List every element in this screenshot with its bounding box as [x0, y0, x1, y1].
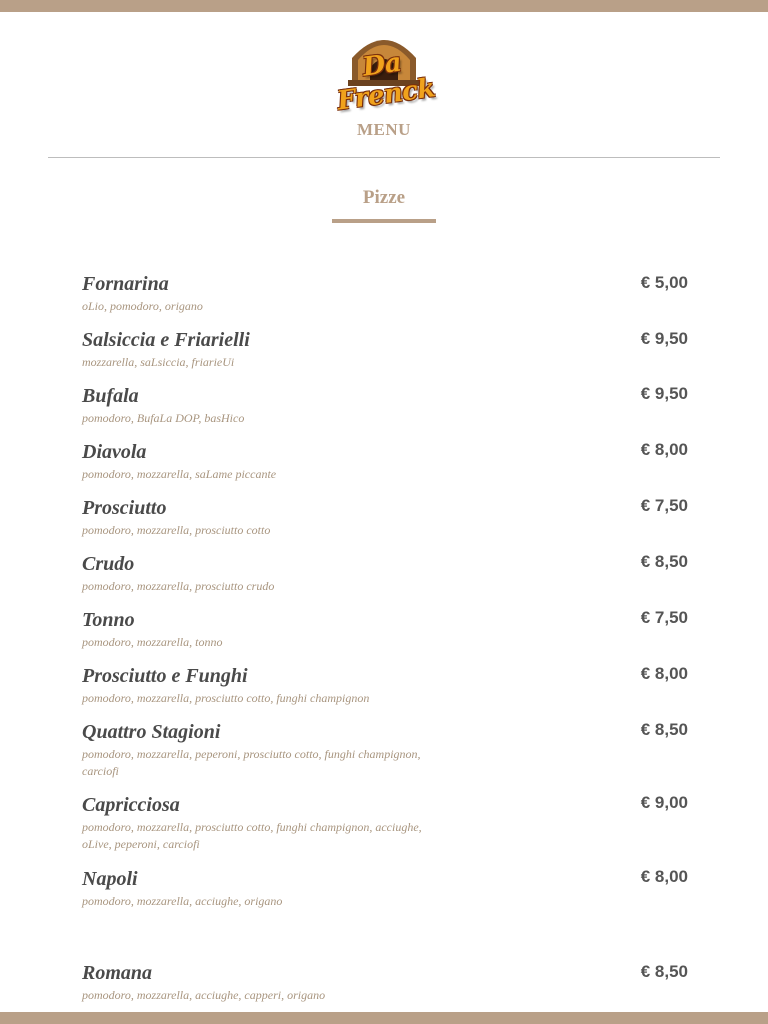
item-name: Capricciosa: [82, 794, 180, 816]
menu-item: [82, 961, 702, 1004]
item-name: Diavola: [82, 441, 147, 463]
item-price: € 8,50: [640, 962, 688, 981]
item-description: pomodoro, mozzarella, prosciutto crudo: [82, 579, 275, 593]
item-price: € 8,50: [640, 720, 688, 739]
menu-item: [82, 720, 702, 780]
item-price: € 8,00: [640, 664, 688, 683]
menu-item: [82, 496, 702, 539]
menu-title: MENU: [357, 120, 411, 139]
item-name: Salsiccia e Friarielli: [82, 329, 250, 351]
item-price: € 9,50: [640, 384, 688, 403]
item-price: € 9,50: [640, 329, 688, 348]
item-name: Quattro Stagioni: [82, 721, 221, 743]
item-price: € 8,50: [640, 552, 688, 571]
item-description: pomodoro, mozzarella, prosciutto cotto: [82, 523, 271, 537]
logo: [318, 24, 450, 117]
item-description: oLio, pomodoro, origano: [82, 299, 203, 313]
item-description: pomodoro, mozzarella, acciughe, origano: [82, 894, 283, 908]
item-name: Romana: [82, 962, 153, 984]
top-band: [0, 0, 768, 12]
item-name: Fornarina: [82, 273, 169, 295]
item-price: € 9,00: [640, 793, 688, 812]
section-underline: [332, 219, 436, 223]
menu-item: [82, 867, 702, 910]
item-name: Prosciutto: [82, 497, 167, 519]
menu-item: [82, 272, 702, 315]
item-description: mozzarella, saLsiccia, friarieUi: [82, 355, 235, 369]
menu-item: [82, 608, 702, 651]
bottom-band: [0, 1012, 768, 1024]
menu-item: [82, 793, 702, 853]
item-price: € 5,00: [640, 273, 688, 292]
menu-item: [82, 328, 702, 371]
menu-item: [82, 440, 702, 483]
menu-item: [82, 384, 702, 427]
item-name: Tonno: [82, 609, 135, 631]
item-description: pomodoro, mozzarella, peperoni, prosciutto cotto, funghi champignon, carciofi: [82, 747, 421, 778]
item-name: Bufala: [82, 385, 139, 407]
item-description: pomodoro, mozzarella, saLame piccante: [82, 467, 277, 481]
section-title: Pizze: [362, 187, 406, 208]
item-description: pomodoro, mozzarella, prosciutto cotto, funghi champignon, acciughe, oLive, peperoni, carciofi: [82, 820, 422, 851]
item-description: pomodoro, mozzarella, prosciutto cotto, funghi champignon: [82, 691, 370, 705]
item-price: € 8,00: [640, 867, 688, 886]
menu-item: [82, 664, 702, 707]
divider: [48, 157, 720, 158]
item-price: € 8,00: [640, 440, 688, 459]
item-price: € 7,50: [640, 496, 688, 515]
menu-item: [82, 552, 702, 595]
item-description: pomodoro, BufaLa DOP, basHico: [82, 411, 245, 425]
item-description: pomodoro, mozzarella, tonno: [82, 635, 223, 649]
item-price: € 7,50: [640, 608, 688, 627]
item-name: Crudo: [82, 553, 135, 575]
item-name: Napoli: [82, 868, 138, 890]
logo-text: Da Frenck: [335, 47, 437, 117]
item-description: pomodoro, mozzarella, acciughe, capperi, origano: [82, 988, 326, 1002]
item-name: Prosciutto e Funghi: [82, 665, 248, 687]
